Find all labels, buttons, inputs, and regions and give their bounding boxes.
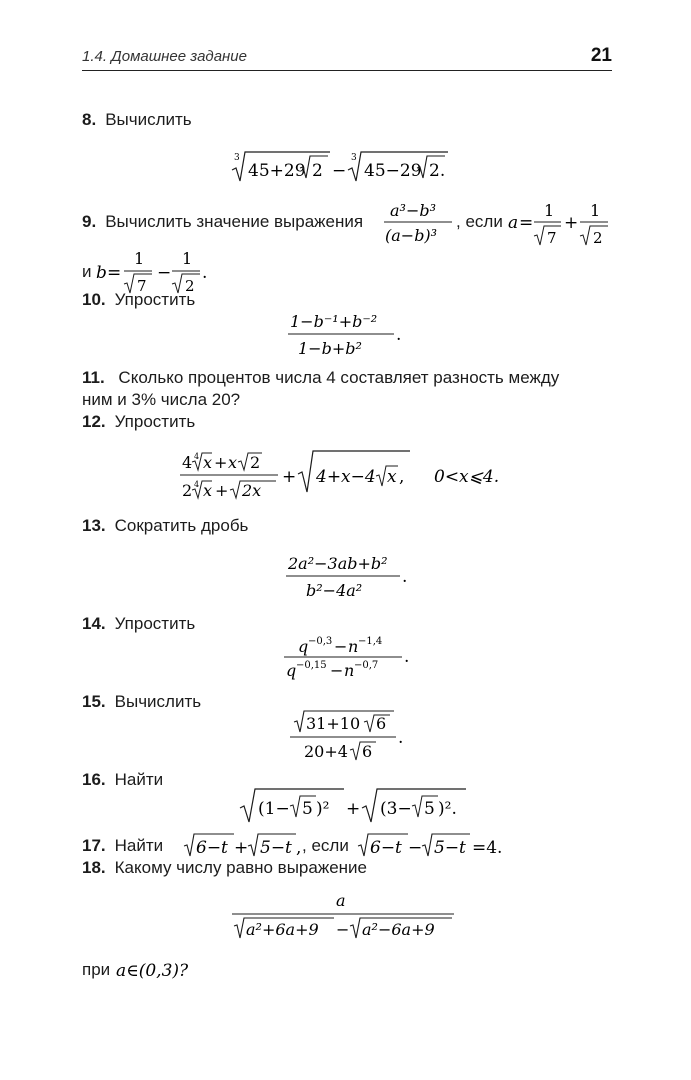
problem-text: Сколько процентов числа 4 составляет разность между bbox=[113, 368, 560, 387]
radicand: a²−6a+9 bbox=[362, 920, 435, 939]
section-title: 1.4. Домашнее задание bbox=[82, 48, 247, 65]
radicand: a²+6a+9 bbox=[246, 920, 319, 939]
plus: + bbox=[282, 467, 297, 487]
problem-17 bbox=[82, 836, 163, 856]
formula-9-a bbox=[508, 196, 612, 248]
digit: 7 bbox=[547, 229, 557, 247]
numerator: 2a²−3ab+b² bbox=[288, 554, 388, 573]
index-3: 3 bbox=[234, 153, 240, 163]
problem-11-line2: ним и 3% числа 20? bbox=[82, 390, 241, 409]
fraction-graphic bbox=[384, 196, 454, 248]
exponent: −0,7 bbox=[354, 660, 379, 671]
numerator: 1−b⁻¹+b⁻² bbox=[290, 312, 378, 331]
numerator-n: n bbox=[348, 637, 359, 656]
digit: 2 bbox=[312, 161, 323, 181]
fraction-graphic bbox=[232, 888, 462, 944]
variable: b bbox=[96, 263, 107, 283]
problem-number: 18. bbox=[82, 858, 106, 877]
radicand: 45+29 bbox=[248, 161, 306, 181]
problem-10 bbox=[82, 290, 195, 310]
formula-17-a bbox=[184, 830, 314, 860]
problem-text: Найти bbox=[114, 770, 164, 789]
numerator-q: q bbox=[298, 637, 309, 656]
numerator: 1 bbox=[134, 249, 145, 268]
problem-number: 16. bbox=[82, 770, 106, 789]
problem-9-tail: , если bbox=[456, 212, 503, 231]
formula-9-b bbox=[96, 244, 216, 296]
page-number: 21 bbox=[590, 45, 612, 66]
condition: a∈(0,3)? bbox=[116, 961, 189, 981]
digit: 6 bbox=[362, 742, 373, 761]
period: . bbox=[398, 728, 404, 748]
digit: 5 bbox=[302, 799, 313, 819]
expression-graphic bbox=[238, 786, 478, 826]
equals: = bbox=[519, 213, 534, 233]
sum-graphic bbox=[184, 830, 314, 860]
minus: − bbox=[334, 637, 348, 656]
problem-11 bbox=[82, 368, 559, 388]
fraction-graphic bbox=[286, 550, 416, 602]
problem-number: 15. bbox=[82, 692, 106, 711]
formula-17-b bbox=[358, 830, 528, 860]
equals: = bbox=[107, 263, 122, 283]
exponent: −1,4 bbox=[358, 636, 383, 647]
plus: + bbox=[215, 481, 229, 500]
squared: )² bbox=[316, 799, 330, 819]
index-4: 4 bbox=[194, 452, 200, 461]
problem-number: 17. bbox=[82, 836, 106, 855]
denominator-coef: 2 bbox=[182, 481, 193, 500]
comma: , bbox=[296, 838, 302, 858]
digit: 7 bbox=[137, 277, 147, 295]
exponent: −0,15 bbox=[296, 660, 327, 671]
numerator-coef: 4 bbox=[182, 453, 193, 472]
problem-number: 13. bbox=[82, 516, 106, 535]
formula-10 bbox=[288, 308, 408, 360]
denominator: (a−b)³ bbox=[385, 226, 438, 245]
radicand: 45−29 bbox=[364, 161, 422, 181]
period: . bbox=[202, 263, 208, 283]
minus: − bbox=[330, 661, 344, 680]
plus: + bbox=[564, 213, 579, 233]
denominator: 1−b+b² bbox=[298, 339, 362, 358]
problem-number: 14. bbox=[82, 614, 106, 633]
formula-16 bbox=[238, 786, 478, 826]
problem-text: Упростить bbox=[114, 290, 196, 309]
plus: + bbox=[346, 799, 361, 819]
radicand: 6−t bbox=[370, 838, 402, 858]
variable: x bbox=[203, 481, 213, 500]
formula-14 bbox=[284, 632, 420, 682]
problem-number: 9. bbox=[82, 212, 97, 231]
minus: − bbox=[332, 161, 347, 181]
plus: + bbox=[234, 838, 249, 858]
problem-text: Какому числу равно выражение bbox=[114, 858, 368, 877]
formula-18 bbox=[232, 888, 462, 944]
problem-13 bbox=[82, 516, 248, 536]
problem-number: 11. bbox=[82, 368, 105, 387]
problem-number: 10. bbox=[82, 290, 106, 309]
problem-17-middle: , если bbox=[302, 836, 349, 855]
formula-15 bbox=[290, 708, 410, 762]
digit: 2 bbox=[250, 453, 261, 472]
problem-text: Вычислить bbox=[105, 110, 192, 129]
problem-18 bbox=[82, 858, 367, 878]
problem-8 bbox=[82, 110, 192, 130]
radicand: 2x bbox=[242, 481, 262, 500]
minus: − bbox=[408, 838, 423, 858]
problem-text: Вычислить bbox=[114, 692, 202, 711]
problem-15 bbox=[82, 692, 201, 712]
radicand: 5−t bbox=[434, 838, 466, 858]
problem-9 bbox=[82, 212, 363, 232]
index-3: 3 bbox=[351, 153, 357, 163]
formula-8-graphic bbox=[230, 148, 470, 184]
exponent: −0,3 bbox=[308, 636, 333, 647]
problem-number: 8. bbox=[82, 110, 97, 129]
running-header bbox=[82, 45, 612, 71]
problem-text: Сократить дробь bbox=[114, 516, 249, 535]
digit: 5 bbox=[424, 799, 435, 819]
problem-number: 12. bbox=[82, 412, 106, 431]
b-definition-graphic bbox=[96, 244, 216, 296]
plus: + bbox=[214, 453, 228, 472]
denominator: 20+4 bbox=[304, 742, 348, 761]
squared: )². bbox=[438, 799, 457, 819]
minus: − bbox=[157, 263, 172, 283]
radicand: 31+10 bbox=[306, 714, 361, 733]
formula-13 bbox=[286, 550, 416, 602]
condition: 0<x⩽4. bbox=[434, 467, 500, 487]
variable: a bbox=[508, 213, 519, 233]
radicand: (1− bbox=[258, 799, 290, 819]
period: . bbox=[402, 567, 408, 587]
equation-result: =4. bbox=[472, 838, 503, 858]
variable: x bbox=[203, 453, 213, 472]
problem-12 bbox=[82, 412, 195, 432]
problem-text: Найти bbox=[114, 836, 164, 855]
formula-12 bbox=[180, 448, 520, 502]
numerator: 1 bbox=[590, 201, 601, 220]
comma: , bbox=[399, 467, 405, 487]
expression-graphic bbox=[180, 448, 520, 502]
radicand: 5−t bbox=[260, 838, 292, 858]
period: . bbox=[404, 647, 410, 667]
minus: − bbox=[336, 920, 350, 939]
numerator: 1 bbox=[544, 201, 555, 220]
problem-text: Упростить bbox=[114, 412, 196, 431]
denominator: b²−4a² bbox=[306, 581, 363, 600]
digit: 6 bbox=[376, 714, 387, 733]
fraction-graphic bbox=[288, 308, 408, 360]
digit: 2. bbox=[429, 161, 446, 181]
problem-14 bbox=[82, 614, 195, 634]
formula-9-fraction bbox=[384, 196, 454, 248]
denominator-n: n bbox=[344, 661, 355, 680]
period: . bbox=[396, 325, 402, 345]
fraction-graphic bbox=[290, 708, 410, 762]
digit: 2 bbox=[593, 229, 603, 247]
condition-graphic bbox=[358, 830, 528, 860]
digit: 2 bbox=[185, 277, 195, 295]
numerator: a bbox=[336, 891, 346, 910]
problem-text: Вычислить значение выражения bbox=[105, 212, 364, 231]
variable: x bbox=[228, 453, 238, 472]
numerator: a³−b³ bbox=[390, 201, 437, 220]
problem-16 bbox=[82, 770, 163, 790]
index-4: 4 bbox=[194, 480, 200, 489]
radicand: (3− bbox=[380, 799, 412, 819]
numerator: 1 bbox=[182, 249, 193, 268]
problem-9-line2: и bbox=[82, 262, 92, 281]
fraction-graphic bbox=[284, 632, 420, 682]
problem-18-after: при bbox=[82, 960, 111, 979]
radicand: 6−t bbox=[196, 838, 228, 858]
formula-8 bbox=[230, 148, 470, 184]
denominator-q: q bbox=[286, 661, 297, 680]
condition-graphic bbox=[116, 958, 206, 982]
a-definition-graphic bbox=[508, 196, 612, 248]
formula-18-condition bbox=[116, 958, 206, 982]
variable: x bbox=[387, 467, 397, 487]
problem-text: Упростить bbox=[114, 614, 196, 633]
radicand: 4+x−4 bbox=[316, 467, 376, 487]
